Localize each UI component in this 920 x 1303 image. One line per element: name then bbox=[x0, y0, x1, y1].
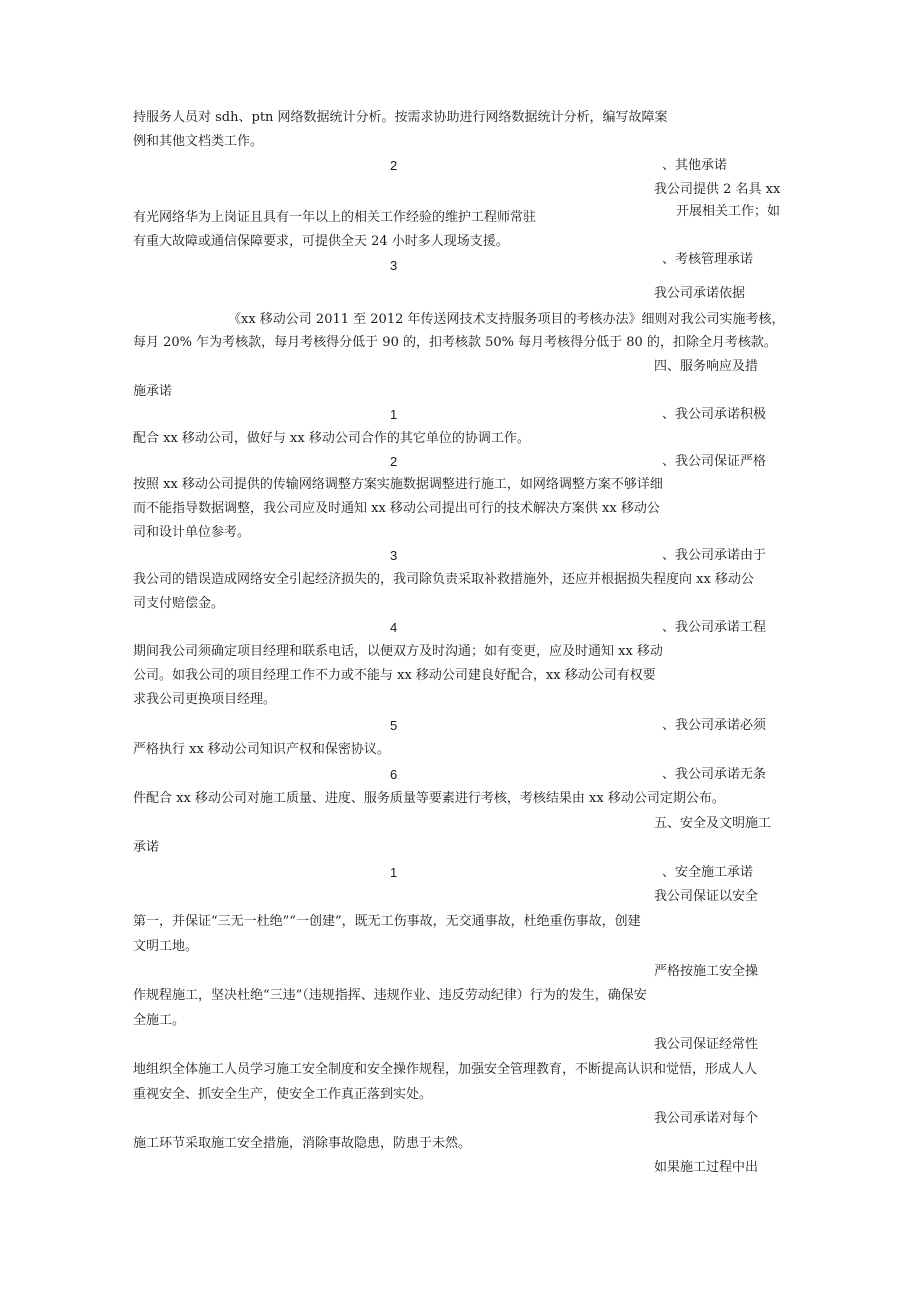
text-line: 司和设计单位参考。 bbox=[133, 525, 251, 540]
text-line: 如果施工过程中出 bbox=[654, 1160, 759, 1175]
text-line: 严格执行 xx 移动公司知识产权和保密协议。 bbox=[133, 742, 390, 757]
section-heading: 、其他承诺 bbox=[662, 158, 728, 173]
item-number: 3 bbox=[390, 548, 398, 563]
item-number: 6 bbox=[390, 767, 398, 782]
text-line: 求我公司更换项目经理。 bbox=[133, 692, 277, 707]
text-line: 我公司承诺对每个 bbox=[654, 1111, 759, 1126]
text-line: 、我公司承诺无条 bbox=[662, 767, 767, 782]
text-line: 我公司的错误造成网络安全引起经济损失的，我司除负责采取补救措施外，还应并根据损失程度向 xx 移动公 bbox=[133, 572, 754, 587]
text-line: 而不能指导数据调整，我公司应及时通知 xx 移动公司提出可行的技术解决方案供 xx 移动公 bbox=[133, 501, 660, 516]
section-heading: 四、服务响应及措 bbox=[654, 359, 759, 374]
text-line: 每月 20% 乍为考核款，每月考核得分低于 90 的，扣考核款 50% 每月考核得分低于 80 的，扣除全月考核款。 bbox=[133, 335, 777, 350]
item-number: 5 bbox=[390, 718, 398, 733]
text-line: 第一，并保证“三无一杜绝”“一创建”，既无工伤事故，无交通事故，杜绝重伤事故，创建 bbox=[133, 914, 641, 929]
item-number: 2 bbox=[390, 158, 398, 173]
text-line: 重视安全、抓安全生产，使安全工作真正落到实处。 bbox=[133, 1087, 433, 1102]
text-line: 我公司保证以安全 bbox=[654, 889, 759, 904]
text-line: 、我公司承诺由于 bbox=[662, 548, 767, 563]
text-line: 司支付赔偿金。 bbox=[133, 596, 225, 611]
text-line: 文明工地。 bbox=[133, 939, 199, 954]
text-line: 按照 xx 移动公司提供的传输网络调整方案实施数据调整进行施工，如网络调整方案不够详细 bbox=[133, 477, 663, 492]
text-line: 全施工。 bbox=[133, 1013, 186, 1028]
text-line: 期间我公司须确定项目经理和联系电话，以便双方及时沟通；如有变更，应及时通知 xx 移动 bbox=[133, 644, 663, 659]
item-number: 2 bbox=[390, 454, 398, 469]
text-line: 、我公司承诺必须 bbox=[662, 718, 767, 733]
text-line: 、我公司承诺工程 bbox=[662, 620, 767, 635]
text-line: 件配合 xx 移动公司对施工质量、进度、服务质量等要素进行考核，考核结果由 xx 移动公司定期公布。 bbox=[133, 791, 725, 806]
text-line: 地组织全体施工人员学习施工安全制度和安全操作规程，加强安全管理教育，不断提高认识和觉悟，形成人人 bbox=[133, 1062, 758, 1077]
item-number: 1 bbox=[390, 865, 398, 880]
text-line: 我公司承诺依据 bbox=[654, 286, 746, 301]
section-heading: 、考核管理承诺 bbox=[662, 252, 754, 267]
item-number: 1 bbox=[390, 407, 398, 422]
section-heading: 五、安全及文明施工 bbox=[654, 816, 772, 831]
section-heading: 、安全施工承诺 bbox=[662, 865, 754, 880]
text-line: 我公司提供 2 名具 xx bbox=[654, 182, 781, 197]
text-line: 、我公司承诺积极 bbox=[662, 407, 767, 422]
text-line: 有重大故障或通信保障要求，可提供全天 24 小时多人现场支援。 bbox=[133, 234, 509, 249]
text-line: 作规程施工，坚决杜绝“三违”（违规指挥、违规作业、违反劳动纪律）行为的发生，确保安 bbox=[133, 988, 647, 1003]
text-line: 、我公司保证严格 bbox=[662, 454, 767, 469]
item-number: 4 bbox=[390, 620, 398, 635]
text-line: 例和其他文档类工作。 bbox=[133, 134, 264, 149]
text-line: 《xx 移动公司 2011 至 2012 年传送网技术支持服务项目的考核办法》细则对我公司实施考核， bbox=[228, 312, 785, 327]
text-line: 公司。如我公司的项目经理工作不力或不能与 xx 移动公司建良好配合，xx 移动公司有权要 bbox=[133, 668, 656, 683]
text-line: 配合 xx 移动公司，做好与 xx 移动公司合作的其它单位的协调工作。 bbox=[133, 431, 530, 446]
section-heading: 施承诺 bbox=[133, 384, 173, 399]
text-line: 施工环节采取施工安全措施，消除事故隐患，防患于未然。 bbox=[133, 1136, 472, 1151]
section-heading: 承诺 bbox=[133, 840, 160, 855]
text-line: 严格按施工安全操 bbox=[654, 964, 759, 979]
text-line: 开展相关工作；如 bbox=[676, 204, 781, 219]
text-line: 持服务人员对 sdh、ptn 网络数据统计分析。按需求协助进行网络数据统计分析，编写故障案 bbox=[133, 110, 668, 125]
text-line: 有光网络华为上岗证且具有一年以上的相关工作经验的维护工程师常驻 bbox=[133, 210, 537, 225]
item-number: 3 bbox=[390, 258, 398, 273]
text-line: 我公司保证经常性 bbox=[654, 1037, 759, 1052]
